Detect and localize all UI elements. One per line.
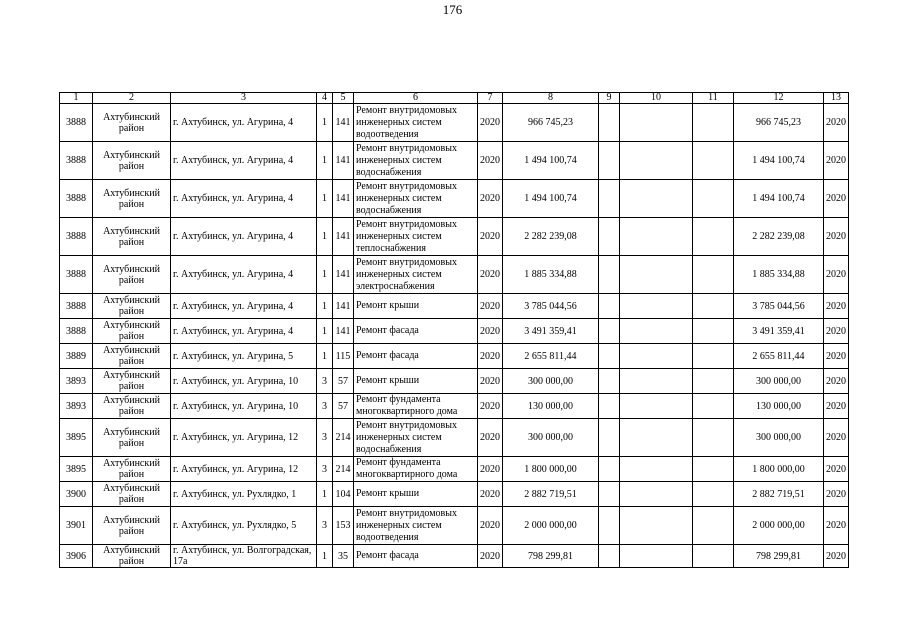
cell-floors: 3 — [317, 369, 333, 394]
cell-year: 2020 — [478, 104, 503, 142]
cell-work-type: Ремонт фундамента многоквартирного дома — [354, 394, 478, 419]
cell-floors: 1 — [317, 104, 333, 142]
cell-row-id: 3901 — [60, 507, 93, 545]
cell-floors: 1 — [317, 294, 333, 319]
cell-floors: 3 — [317, 507, 333, 545]
cell-col-11 — [693, 369, 734, 394]
cell-col-10 — [620, 545, 693, 568]
cell-district: Ахтубинский район — [93, 369, 171, 394]
cell-cost: 3 785 044,56 — [503, 294, 599, 319]
cell-cost: 966 745,23 — [503, 104, 599, 142]
cell-address: г. Ахтубинск, ул. Волгоградская, 17а — [171, 545, 317, 568]
cell-apartments: 35 — [333, 545, 354, 568]
cell-year: 2020 — [478, 142, 503, 180]
cell-district: Ахтубинский район — [93, 344, 171, 369]
cell-col-11 — [693, 104, 734, 142]
cell-cost: 1 800 000,00 — [503, 457, 599, 482]
cell-col-11 — [693, 294, 734, 319]
page-number: 176 — [442, 2, 463, 17]
cell-year: 2020 — [478, 457, 503, 482]
cell-row-id: 3888 — [60, 104, 93, 142]
cell-address: г. Ахтубинск, ул. Агурина, 4 — [171, 294, 317, 319]
cell-total: 798 299,81 — [734, 545, 824, 568]
cell-col-10 — [620, 344, 693, 369]
cell-address: г. Ахтубинск, ул. Агурина, 10 — [171, 369, 317, 394]
table-row — [60, 344, 849, 369]
cell-col-10 — [620, 319, 693, 344]
cell-work-type: Ремонт внутридомовых инженерных систем водоотведения — [354, 104, 478, 142]
cell-work-type: Ремонт крыши — [354, 369, 478, 394]
cell-year-completion: 2020 — [824, 218, 849, 256]
table-row — [60, 180, 849, 218]
cell-col-9 — [599, 507, 620, 545]
cell-year-completion: 2020 — [824, 369, 849, 394]
cell-address: г. Ахтубинск, ул. Агурина, 12 — [171, 419, 317, 457]
cell-address: г. Ахтубинск, ул. Агурина, 4 — [171, 319, 317, 344]
cell-district: Ахтубинский район — [93, 319, 171, 344]
cell-year: 2020 — [478, 507, 503, 545]
cell-year: 2020 — [478, 180, 503, 218]
cell-year-completion: 2020 — [824, 507, 849, 545]
table-row — [60, 457, 849, 482]
cell-col-9 — [599, 545, 620, 568]
cell-col-10 — [620, 256, 693, 294]
cell-district: Ахтубинский район — [93, 256, 171, 294]
cell-row-id: 3888 — [60, 294, 93, 319]
cell-district: Ахтубинский район — [93, 457, 171, 482]
cell-col-11 — [693, 394, 734, 419]
cell-col-9 — [599, 142, 620, 180]
cell-floors: 3 — [317, 394, 333, 419]
cell-year-completion: 2020 — [824, 394, 849, 419]
cell-col-9 — [599, 319, 620, 344]
cell-apartments: 57 — [333, 369, 354, 394]
cell-col-11 — [693, 142, 734, 180]
cell-col-10 — [620, 104, 693, 142]
cell-apartments: 141 — [333, 180, 354, 218]
cell-work-type: Ремонт внутридомовых инженерных систем водоснабжения — [354, 142, 478, 180]
cell-apartments: 104 — [333, 482, 354, 507]
cell-col-10 — [620, 218, 693, 256]
cell-total: 300 000,00 — [734, 369, 824, 394]
cell-work-type: Ремонт крыши — [354, 294, 478, 319]
cell-floors: 1 — [317, 142, 333, 180]
cell-year: 2020 — [478, 344, 503, 369]
cell-apartments: 141 — [333, 256, 354, 294]
cell-col-9 — [599, 294, 620, 319]
cell-work-type: Ремонт внутридомовых инженерных систем водоотведения — [354, 507, 478, 545]
cell-col-11 — [693, 419, 734, 457]
cell-col-10 — [620, 294, 693, 319]
cell-floors: 1 — [317, 545, 333, 568]
cell-cost: 1 885 334,88 — [503, 256, 599, 294]
cell-cost: 130 000,00 — [503, 394, 599, 419]
cell-col-10 — [620, 419, 693, 457]
table-row — [60, 104, 849, 142]
cell-year: 2020 — [478, 482, 503, 507]
cell-year-completion: 2020 — [824, 142, 849, 180]
cell-district: Ахтубинский район — [93, 482, 171, 507]
cell-floors: 3 — [317, 457, 333, 482]
cell-work-type: Ремонт крыши — [354, 482, 478, 507]
column-header-13: 13 — [824, 93, 849, 104]
cell-total: 2 882 719,51 — [734, 482, 824, 507]
cell-district: Ахтубинский район — [93, 104, 171, 142]
cell-work-type: Ремонт внутридомовых инженерных систем водоснабжения — [354, 419, 478, 457]
cell-apartments: 141 — [333, 142, 354, 180]
cell-district: Ахтубинский район — [93, 180, 171, 218]
cell-col-11 — [693, 482, 734, 507]
cell-col-11 — [693, 344, 734, 369]
cell-apartments: 153 — [333, 507, 354, 545]
cell-row-id: 3906 — [60, 545, 93, 568]
cell-floors: 1 — [317, 180, 333, 218]
cell-cost: 2 882 719,51 — [503, 482, 599, 507]
cell-row-id: 3895 — [60, 457, 93, 482]
cell-work-type: Ремонт фасада — [354, 545, 478, 568]
cell-district: Ахтубинский район — [93, 294, 171, 319]
cell-col-10 — [620, 369, 693, 394]
cell-row-id: 3889 — [60, 344, 93, 369]
cell-district: Ахтубинский район — [93, 218, 171, 256]
table-row — [60, 419, 849, 457]
cell-cost: 300 000,00 — [503, 419, 599, 457]
cell-row-id: 3893 — [60, 369, 93, 394]
cell-address: г. Ахтубинск, ул. Агурина, 5 — [171, 344, 317, 369]
cell-floors: 1 — [317, 482, 333, 507]
cell-total: 1 800 000,00 — [734, 457, 824, 482]
cell-row-id: 3888 — [60, 319, 93, 344]
cell-total: 2 282 239,08 — [734, 218, 824, 256]
cell-address: г. Ахтубинск, ул. Агурина, 4 — [171, 256, 317, 294]
cell-col-9 — [599, 394, 620, 419]
cell-year: 2020 — [478, 419, 503, 457]
cell-apartments: 57 — [333, 394, 354, 419]
cell-year: 2020 — [478, 294, 503, 319]
cell-year-completion: 2020 — [824, 294, 849, 319]
cell-total: 130 000,00 — [734, 394, 824, 419]
cell-floors: 3 — [317, 419, 333, 457]
cell-row-id: 3893 — [60, 394, 93, 419]
cell-total: 1 885 334,88 — [734, 256, 824, 294]
cell-apartments: 214 — [333, 457, 354, 482]
table-row — [60, 369, 849, 394]
cell-apartments: 115 — [333, 344, 354, 369]
cell-row-id: 3888 — [60, 256, 93, 294]
cell-apartments: 214 — [333, 419, 354, 457]
cell-col-10 — [620, 457, 693, 482]
cell-year: 2020 — [478, 218, 503, 256]
cell-row-id: 3900 — [60, 482, 93, 507]
cell-floors: 1 — [317, 319, 333, 344]
cell-col-11 — [693, 507, 734, 545]
cell-cost: 2 282 239,08 — [503, 218, 599, 256]
column-header-7: 7 — [478, 93, 503, 104]
cell-total: 966 745,23 — [734, 104, 824, 142]
column-header-5: 5 — [333, 93, 354, 104]
column-header-9: 9 — [599, 93, 620, 104]
cell-cost: 2 000 000,00 — [503, 507, 599, 545]
cell-address: г. Ахтубинск, ул. Агурина, 4 — [171, 180, 317, 218]
cell-col-9 — [599, 344, 620, 369]
cell-address: г. Ахтубинск, ул. Агурина, 10 — [171, 394, 317, 419]
cell-apartments: 141 — [333, 319, 354, 344]
table-row — [60, 545, 849, 568]
cell-col-9 — [599, 180, 620, 218]
cell-year-completion: 2020 — [824, 457, 849, 482]
cell-apartments: 141 — [333, 294, 354, 319]
cell-col-11 — [693, 545, 734, 568]
cell-apartments: 141 — [333, 218, 354, 256]
cell-year: 2020 — [478, 545, 503, 568]
cell-year-completion: 2020 — [824, 180, 849, 218]
cell-year-completion: 2020 — [824, 104, 849, 142]
cell-col-9 — [599, 218, 620, 256]
cell-col-10 — [620, 180, 693, 218]
cell-col-9 — [599, 104, 620, 142]
cell-floors: 1 — [317, 344, 333, 369]
cell-address: г. Ахтубинск, ул. Рухлядко, 5 — [171, 507, 317, 545]
cell-year: 2020 — [478, 319, 503, 344]
cell-cost: 300 000,00 — [503, 369, 599, 394]
cell-col-10 — [620, 394, 693, 419]
cell-total: 2 000 000,00 — [734, 507, 824, 545]
cell-year-completion: 2020 — [824, 344, 849, 369]
cell-apartments: 141 — [333, 104, 354, 142]
cell-work-type: Ремонт фасада — [354, 319, 478, 344]
cell-district: Ахтубинский район — [93, 507, 171, 545]
column-header-4: 4 — [317, 93, 333, 104]
column-header-12: 12 — [734, 93, 824, 104]
cell-year-completion: 2020 — [824, 482, 849, 507]
cell-district: Ахтубинский район — [93, 419, 171, 457]
cell-address: г. Ахтубинск, ул. Агурина, 4 — [171, 142, 317, 180]
cell-total: 2 655 811,44 — [734, 344, 824, 369]
cell-col-11 — [693, 218, 734, 256]
column-header-3: 3 — [171, 93, 317, 104]
registry-table — [59, 92, 849, 568]
table-row — [60, 394, 849, 419]
cell-floors: 1 — [317, 256, 333, 294]
cell-floors: 1 — [317, 218, 333, 256]
column-header-2: 2 — [93, 93, 171, 104]
table-row — [60, 218, 849, 256]
cell-total: 1 494 100,74 — [734, 180, 824, 218]
column-header-1: 1 — [60, 93, 93, 104]
cell-district: Ахтубинский район — [93, 545, 171, 568]
cell-col-11 — [693, 319, 734, 344]
cell-total: 3 785 044,56 — [734, 294, 824, 319]
cell-col-11 — [693, 457, 734, 482]
column-header-6: 6 — [354, 93, 478, 104]
cell-cost: 1 494 100,74 — [503, 180, 599, 218]
table-row — [60, 482, 849, 507]
cell-col-9 — [599, 369, 620, 394]
cell-year-completion: 2020 — [824, 319, 849, 344]
cell-row-id: 3888 — [60, 180, 93, 218]
table-header-row — [60, 93, 849, 104]
cell-col-10 — [620, 482, 693, 507]
cell-district: Ахтубинский район — [93, 394, 171, 419]
cell-work-type: Ремонт внутридомовых инженерных систем электроснабжения — [354, 256, 478, 294]
cell-address: г. Ахтубинск, ул. Агурина, 12 — [171, 457, 317, 482]
cell-address: г. Ахтубинск, ул. Агурина, 4 — [171, 218, 317, 256]
cell-total: 300 000,00 — [734, 419, 824, 457]
cell-cost: 2 655 811,44 — [503, 344, 599, 369]
cell-col-11 — [693, 256, 734, 294]
column-header-10: 10 — [620, 93, 693, 104]
cell-address: г. Ахтубинск, ул. Агурина, 4 — [171, 104, 317, 142]
cell-cost: 798 299,81 — [503, 545, 599, 568]
cell-row-id: 3895 — [60, 419, 93, 457]
cell-col-9 — [599, 482, 620, 507]
cell-col-9 — [599, 419, 620, 457]
cell-row-id: 3888 — [60, 142, 93, 180]
table-row — [60, 294, 849, 319]
cell-col-10 — [620, 142, 693, 180]
cell-work-type: Ремонт фасада — [354, 344, 478, 369]
cell-district: Ахтубинский район — [93, 142, 171, 180]
cell-total: 3 491 359,41 — [734, 319, 824, 344]
cell-year-completion: 2020 — [824, 256, 849, 294]
cell-work-type: Ремонт фундамента многоквартирного дома — [354, 457, 478, 482]
cell-cost: 1 494 100,74 — [503, 142, 599, 180]
cell-col-11 — [693, 180, 734, 218]
cell-work-type: Ремонт внутридомовых инженерных систем водоснабжения — [354, 180, 478, 218]
column-header-11: 11 — [693, 93, 734, 104]
cell-col-10 — [620, 507, 693, 545]
cell-work-type: Ремонт внутридомовых инженерных систем теплоснабжения — [354, 218, 478, 256]
cell-row-id: 3888 — [60, 218, 93, 256]
cell-year-completion: 2020 — [824, 545, 849, 568]
table-row — [60, 256, 849, 294]
table-row — [60, 142, 849, 180]
column-header-8: 8 — [503, 93, 599, 104]
cell-year: 2020 — [478, 369, 503, 394]
cell-year-completion: 2020 — [824, 419, 849, 457]
table-row — [60, 319, 849, 344]
table-row — [60, 507, 849, 545]
cell-col-9 — [599, 457, 620, 482]
cell-cost: 3 491 359,41 — [503, 319, 599, 344]
cell-total: 1 494 100,74 — [734, 142, 824, 180]
cell-address: г. Ахтубинск, ул. Рухлядко, 1 — [171, 482, 317, 507]
cell-year: 2020 — [478, 394, 503, 419]
cell-col-9 — [599, 256, 620, 294]
cell-year: 2020 — [478, 256, 503, 294]
